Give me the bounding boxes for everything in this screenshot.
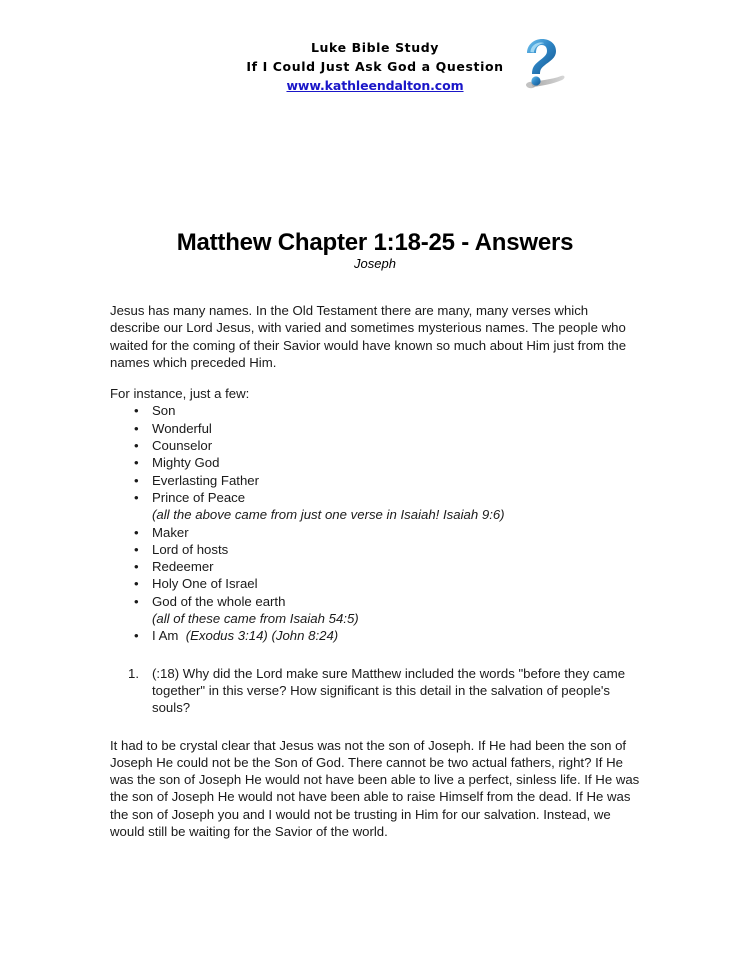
document-body xyxy=(110,302,640,840)
page-title: Matthew Chapter 1:18-25 - Answers xyxy=(176,229,574,256)
question-mark-icon xyxy=(511,36,571,94)
answer-paragraph: It had to be crystal clear that Jesus was not the son of Joseph. If He had been the son of Joseph He could not be the Son of God. There cannot be two actual fathers, right? If He was the son of Joseph He would not have been able to live a perfect, sinless life. If He was the son of Joseph He would not have been able to raise Himself from the dead. If He was the son of Joseph you and I would not be trusting in Him for our salvation. Instead, we would still be waiting for the Savior of the world. xyxy=(110,737,640,840)
list-item xyxy=(110,593,640,610)
header-subtitle: If I Could Just Ask God a Question xyxy=(246,59,504,74)
list-item xyxy=(110,524,640,541)
header-website-link[interactable]: www.kathleendalton.com xyxy=(286,78,464,93)
question-text: (:18) Why did the Lord make sure Matthew included the words "before they came together" in this verse? How significant is this detail in the salvation of people's souls? xyxy=(152,665,626,716)
list-item-label: Holy One of Israel xyxy=(152,576,258,592)
list-item xyxy=(110,402,640,419)
bullet-icon: • xyxy=(134,559,139,575)
header-text-block xyxy=(246,38,503,95)
list-item-label: Maker xyxy=(152,524,189,540)
list-item-label: Redeemer xyxy=(152,559,214,575)
isaiah-note-second: (all of these came from Isaiah 54:5) xyxy=(152,611,359,627)
bullet-icon: • xyxy=(134,472,139,488)
bullet-icon: • xyxy=(134,438,139,454)
list-item-label: I Am xyxy=(152,628,179,644)
question-list xyxy=(110,665,640,717)
list-item xyxy=(110,627,640,644)
list-item-label: God of the whole earth xyxy=(152,593,286,609)
list-item xyxy=(110,541,640,558)
list-item-label: Wonderful xyxy=(152,420,212,436)
list-item xyxy=(110,489,640,506)
document-header xyxy=(0,38,750,95)
list-item xyxy=(110,575,640,592)
list-item-label: Counselor xyxy=(152,438,213,454)
bullet-icon: • xyxy=(134,541,139,557)
list-item xyxy=(110,558,640,575)
bullet-icon: • xyxy=(134,403,139,419)
list-item-label: Everlasting Father xyxy=(152,472,260,488)
names-list-first xyxy=(110,402,640,506)
list-item xyxy=(110,454,640,471)
bullet-icon: • xyxy=(134,455,139,471)
question-number: 1. xyxy=(128,665,139,681)
header-study-title: Luke Bible Study xyxy=(310,40,440,55)
list-item-label: Prince of Peace xyxy=(152,489,246,505)
bullet-icon: • xyxy=(134,524,139,540)
page-subtitle: Joseph xyxy=(354,256,396,271)
isaiah-note-first: (all the above came from just one verse in Isaiah! Isaiah 9:6) xyxy=(152,507,505,523)
intro-paragraph: Jesus has many names. In the Old Testament there are many, many verses which describe our Lord Jesus, with varied and sometimes mysterious names. The people who waited for the coming of their Savior would have known so much about Him just from the names which preceded Him. xyxy=(110,303,627,370)
list-item xyxy=(110,420,640,437)
bullet-icon: • xyxy=(134,420,139,436)
question-item xyxy=(110,665,640,717)
names-list-third xyxy=(110,627,640,644)
list-item xyxy=(110,472,640,489)
list-item xyxy=(110,437,640,454)
bullet-icon: • xyxy=(134,593,139,609)
bullet-icon: • xyxy=(134,489,139,505)
scripture-references: (Exodus 3:14) (John 8:24) xyxy=(185,628,339,644)
list-item-label: Mighty God xyxy=(152,455,220,471)
list-item-label: Lord of hosts xyxy=(152,541,229,557)
bullet-icon: • xyxy=(134,576,139,592)
names-list-second xyxy=(110,524,640,610)
list-item-label: Son xyxy=(152,403,176,419)
bullet-icon: • xyxy=(134,628,139,644)
list-lead-in: For instance, just a few: xyxy=(110,386,250,402)
